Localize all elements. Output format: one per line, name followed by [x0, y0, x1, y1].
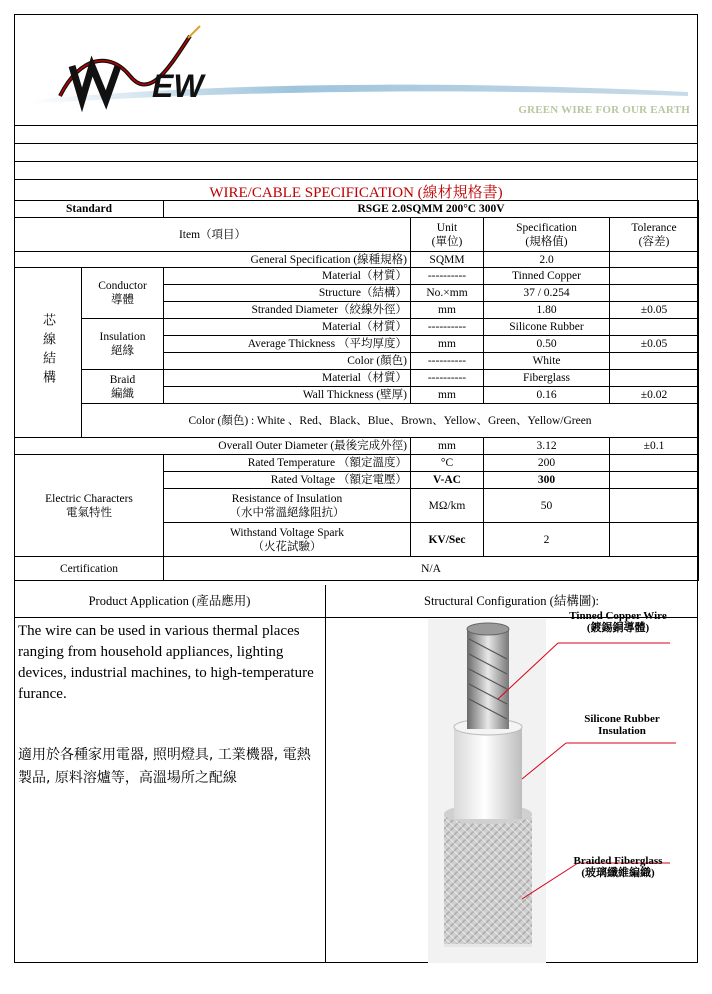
cell: White: [484, 353, 610, 370]
cell: 3.12: [484, 438, 610, 455]
cell: [610, 353, 699, 370]
divider: [14, 125, 698, 126]
standard-value: RSGE 2.0SQMM 200°C 300V: [164, 201, 699, 218]
cell: Structure（結構）: [164, 285, 411, 302]
application-text-en: The wire can be used in various thermal places ranging from household appliances, lighting devices, industrial machines, to high-temperature furance.: [18, 623, 314, 702]
structure-diagram: [326, 610, 698, 963]
cell: ±0.02: [610, 387, 699, 404]
item-en: Resistance of Insulation: [231, 492, 343, 505]
cell: Tinned Copper: [484, 268, 610, 285]
cell: [610, 268, 699, 285]
structure-header: Structural Configuration (結構圖):: [325, 585, 698, 618]
cell: 300: [484, 472, 610, 489]
cell: ----------: [411, 353, 484, 370]
cell: Material（材質）: [164, 268, 411, 285]
cell: Average Thickness （平均厚度）: [164, 336, 411, 353]
divider: [14, 143, 698, 144]
cable-illustration: [326, 619, 698, 963]
general-spec-label: General Specification (線種規格): [15, 252, 411, 268]
callout-insulation: [558, 713, 686, 737]
cell: 50: [484, 489, 610, 523]
tol-en: Tolerance: [631, 221, 677, 234]
cell: [610, 489, 699, 523]
cell: Wall Thickness (壁厚): [164, 387, 411, 404]
cell: 0.50: [484, 336, 610, 353]
insulation-en: Insulation: [99, 331, 146, 343]
insulation-label: [82, 319, 164, 370]
col-spec-header: [484, 218, 610, 252]
application-text-zh: 適用於各種家用電器, 照明燈具, 工業機器, 電熱製品, 原料溶爐等，高溫場所之配線: [18, 747, 311, 786]
cell: 37 / 0.254: [484, 285, 610, 302]
overall-diameter-label: Overall Outer Diameter (最後完成外徑): [15, 438, 411, 455]
callout-insulation-line1: Silicone Rubber: [584, 713, 660, 725]
cell: ±0.1: [610, 438, 699, 455]
cell: [610, 523, 699, 557]
electric-en: Electric Characters: [45, 492, 133, 505]
cell: 1.80: [484, 302, 610, 319]
cell: Color (顏色): [164, 353, 411, 370]
cell: Fiberglass: [484, 370, 610, 387]
spec-table: [14, 200, 699, 581]
cell: No.×mm: [411, 285, 484, 302]
spec-en: Specification: [516, 221, 577, 234]
col-item-header: Item（項目）: [15, 218, 411, 252]
cell: [610, 472, 699, 489]
cell: 0.16: [484, 387, 610, 404]
document-title: WIRE/CABLE SPECIFICATION (線材規格書): [209, 185, 503, 201]
col-tol-header: [610, 218, 699, 252]
cell: [610, 252, 699, 268]
table-row: [15, 201, 699, 218]
item-zh: （火花試驗）: [252, 540, 322, 553]
braid-label: [82, 370, 164, 404]
col-unit-header: [411, 218, 484, 252]
cell: ±0.05: [610, 336, 699, 353]
electric-label: [15, 455, 164, 557]
cell: ----------: [411, 268, 484, 285]
cell: [610, 370, 699, 387]
cell: Silicone Rubber: [484, 319, 610, 336]
slogan: GREEN WIRE FOR OUR EARTH: [518, 104, 690, 116]
cell: mm: [411, 302, 484, 319]
item-zh: （水中常溫絕緣阻抗）: [229, 506, 345, 519]
table-header-row: [15, 218, 699, 252]
cell: 200: [484, 455, 610, 472]
electric-zh: 電氣特性: [66, 506, 112, 519]
item-en: Withstand Voltage Spark: [229, 526, 345, 539]
table-row: [15, 455, 699, 472]
table-row: [15, 557, 699, 581]
certification-value: N/A: [164, 557, 699, 581]
table-row: [15, 252, 699, 268]
callout-copper-zh: (鍍錫銅導體): [586, 622, 650, 634]
cell: [610, 285, 699, 302]
callout-braid: [548, 855, 688, 879]
certification-label: Certification: [15, 557, 164, 581]
color-options: Color (顏色) : White 、Red、Black、Blue、Brown、Yellow、Green、Yellow/Green: [82, 404, 699, 438]
standard-label: Standard: [15, 201, 164, 218]
cell: Rated Temperature （額定溫度）: [164, 455, 411, 472]
unit-en: Unit: [436, 221, 458, 234]
cell: KV/Sec: [411, 523, 484, 557]
lower-section: [14, 585, 698, 963]
cell: Stranded Diameter（絞線外徑）: [164, 302, 411, 319]
cell: mm: [411, 438, 484, 455]
braid-zh: 編織: [111, 387, 134, 400]
cell: mm: [411, 387, 484, 404]
callout-copper-en: Tinned Copper Wire: [569, 610, 667, 622]
table-row: [15, 319, 699, 336]
cell: Material（材質）: [164, 319, 411, 336]
cell: 2.0: [484, 252, 610, 268]
conductor-zh: 導體: [111, 294, 134, 306]
divider: [14, 179, 698, 180]
structure-label-text: 芯線結構: [41, 312, 56, 389]
cell: SQMM: [411, 252, 484, 268]
cell: Rated Voltage （額定電壓）: [164, 472, 411, 489]
callout-braid-en: Braided Fiberglass: [573, 855, 663, 867]
cell: [610, 319, 699, 336]
cell: ----------: [411, 319, 484, 336]
cell: ----------: [411, 370, 484, 387]
logo-text: EW: [152, 68, 204, 104]
conductor-en: Conductor: [98, 280, 147, 292]
callout-copper: [548, 610, 688, 634]
spec-zh: (規格值): [525, 235, 568, 248]
cell: 2: [484, 523, 610, 557]
braid-en: Braid: [109, 373, 136, 386]
insulation-zh: 絕緣: [111, 345, 134, 357]
callout-insulation-line2: Insulation: [598, 725, 646, 737]
cell: [164, 489, 411, 523]
table-row: [15, 370, 699, 387]
cell: ±0.05: [610, 302, 699, 319]
table-row: [15, 268, 699, 285]
callout-braid-zh: (玻璃纖維編織): [581, 867, 655, 879]
cell: Material（材質）: [164, 370, 411, 387]
structure-label: [15, 268, 82, 438]
conductor-label: [82, 268, 164, 319]
table-row: [15, 404, 699, 438]
unit-zh: (單位): [431, 235, 463, 248]
cell: MΩ/km: [411, 489, 484, 523]
divider: [14, 161, 698, 162]
application-header: Product Application (產品應用): [14, 585, 325, 618]
cell: °C: [411, 455, 484, 472]
cell: [610, 455, 699, 472]
table-row: [15, 438, 699, 455]
cell: [164, 523, 411, 557]
cell: V-AC: [411, 472, 484, 489]
cell: mm: [411, 336, 484, 353]
tol-zh: (容差): [638, 235, 670, 248]
